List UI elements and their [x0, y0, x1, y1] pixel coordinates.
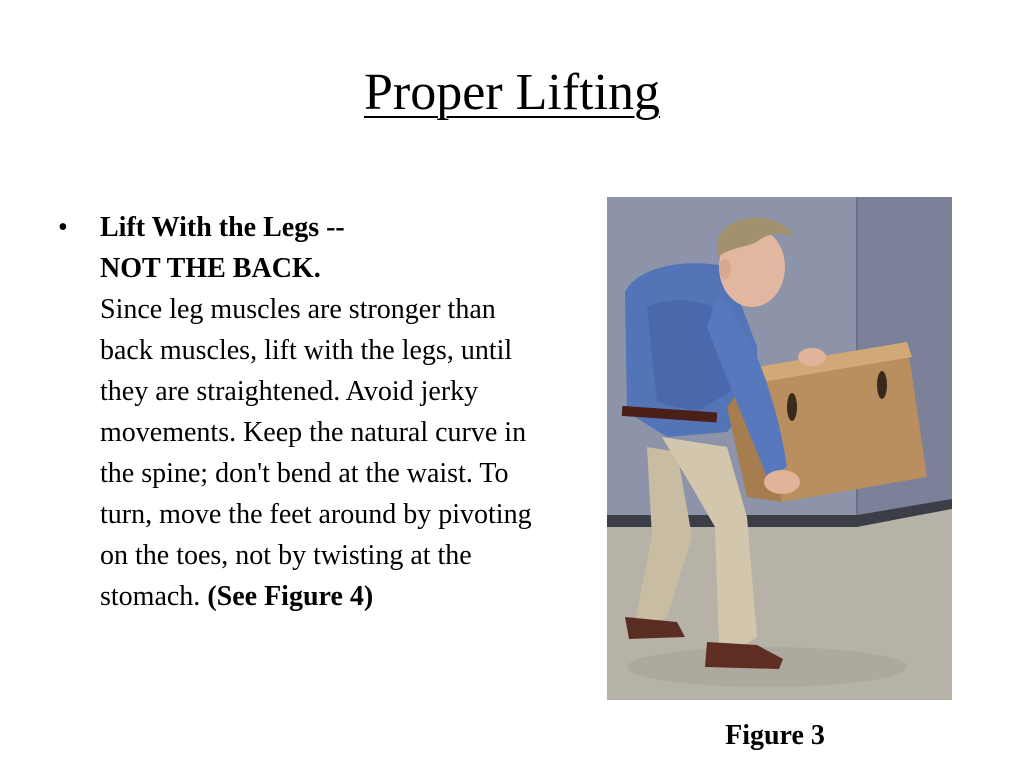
bullet-body-text: Since leg muscles are stronger than back muscles, lift with the legs, until they are straightened. Avoid jerky movements. Keep the natural curve in the spine; don't bend at the waist. To turn, move the feet around by pivoting on the toes, not by twisting at the stomach. [100, 294, 532, 612]
figure-caption: Figure 3 [725, 720, 825, 751]
bullet-heading-line-1: Lift With the Legs -- [100, 212, 345, 243]
man-lifting-box-illustration [607, 197, 952, 700]
lifting-photo [607, 197, 952, 700]
bullet-heading-line-2: NOT THE BACK. [100, 253, 321, 284]
bullet-marker: • [58, 212, 68, 243]
figure-reference: (See Figure 4) [207, 581, 374, 612]
bullet-content [100, 207, 540, 617]
slide-title: Proper Lifting [363, 64, 661, 121]
